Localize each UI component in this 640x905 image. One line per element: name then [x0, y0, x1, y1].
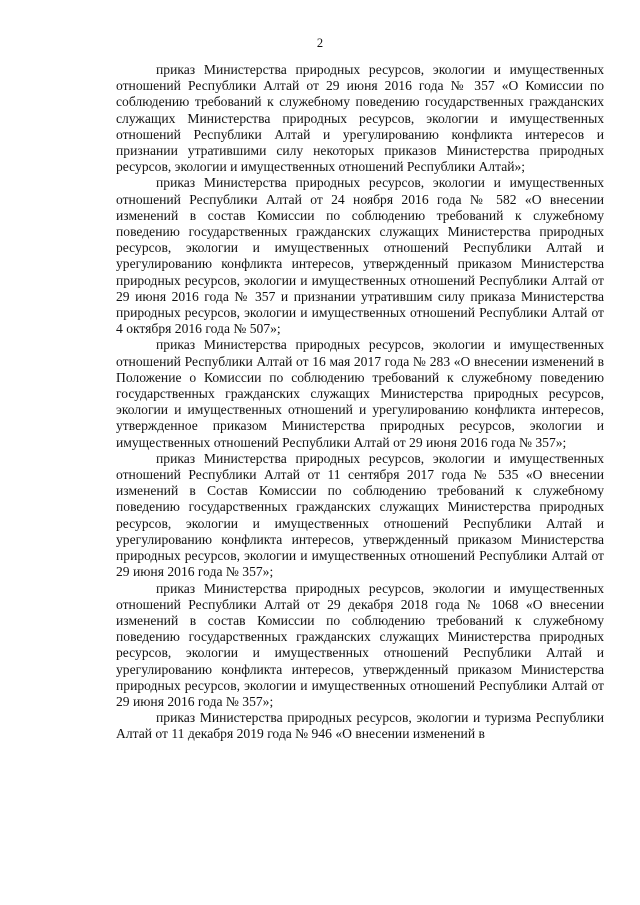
paragraph-order-946: приказ Министерства природных ресурсов, экологии и туризма Республики Алтай от 11 декабря 2019 года № 946 «О внесении изменений в — [116, 710, 604, 742]
paragraph-order-535: приказ Министерства природных ресурсов, экологии и имущественных отношений Республики Алтай от 11 сентября 2017 года № 535 «О внесении изменений в Состав Комиссии по соблюдению требований к служебному поведению государственных гражданских служащих Министерства природных ресурсов, экологии и имущественных отношений Республики Алтай и урегулированию конфликта интересов, утвержденный приказом Министерства природных ресурсов, экологии и имущественных отношений Республики Алтай от 29 июня 2016 года № 357»; — [116, 450, 604, 580]
document-body — [116, 62, 604, 743]
paragraph-order-1068: приказ Министерства природных ресурсов, экологии и имущественных отношений Республики Алтай от 29 декабря 2018 года № 1068 «О внесении изменений в состав Комиссии по соблюдению требований к служебному поведению государственных гражданских служащих Министерства природных ресурсов, экологии и имущественных отношений Республики Алтай и урегулированию конфликта интересов, утвержденный приказом Министерства природных ресурсов, экологии и имущественных отношений Республики Алтай от 29 июня 2016 года № 357»; — [116, 580, 604, 709]
paragraph-order-283: приказ Министерства природных ресурсов, экологии и имущественных отношений Республики Алтай от 16 мая 2017 года № 283 «О внесении изменений в Положение о Комиссии по соблюдению требований к служебному поведению государственных гражданских служащих Министерства природных ресурсов, экологии и имущественных отношений и урегулированию конфликта интересов, утвержденное приказом Министерства природных ресурсов, экологии и имущественных отношений Республики Алтай от 29 июня 2016 года № 357»; — [116, 337, 604, 450]
paragraph-order-582: приказ Министерства природных ресурсов, экологии и имущественных отношений Республики Алтай от 24 ноября 2016 года № 582 «О внесении изменений в состав Комиссии по соблюдению требований к служебному поведению государственных гражданских служащих Министерства природных ресурсов, экологии и имущественных отношений Республики Алтай и урегулированию конфликта интересов, утвержденный приказом Министерства природных ресурсов, экологии и имущественных отношений Республики Алтай от 29 июня 2016 года № 357 и признании утратившим силу приказа Министерства природных ресурсов, экологии и имущественных отношений Республики Алтай от 4 октября 2016 года № 507»; — [116, 175, 604, 337]
paragraph-order-357: приказ Министерства природных ресурсов, экологии и имущественных отношений Республики Алтай от 29 июня 2016 года № 357 «О Комиссии по соблюдению требований к служебному поведению государственных гражданских служащих Министерства природных ресурсов, экологии и имущественных отношений Республики Алтай и урегулированию конфликта интересов и признании утратившими силу некоторых приказов Министерства природных ресурсов, экологии и имущественных отношений Республики Алтай»; — [116, 62, 604, 175]
page-number: 2 — [316, 36, 324, 50]
